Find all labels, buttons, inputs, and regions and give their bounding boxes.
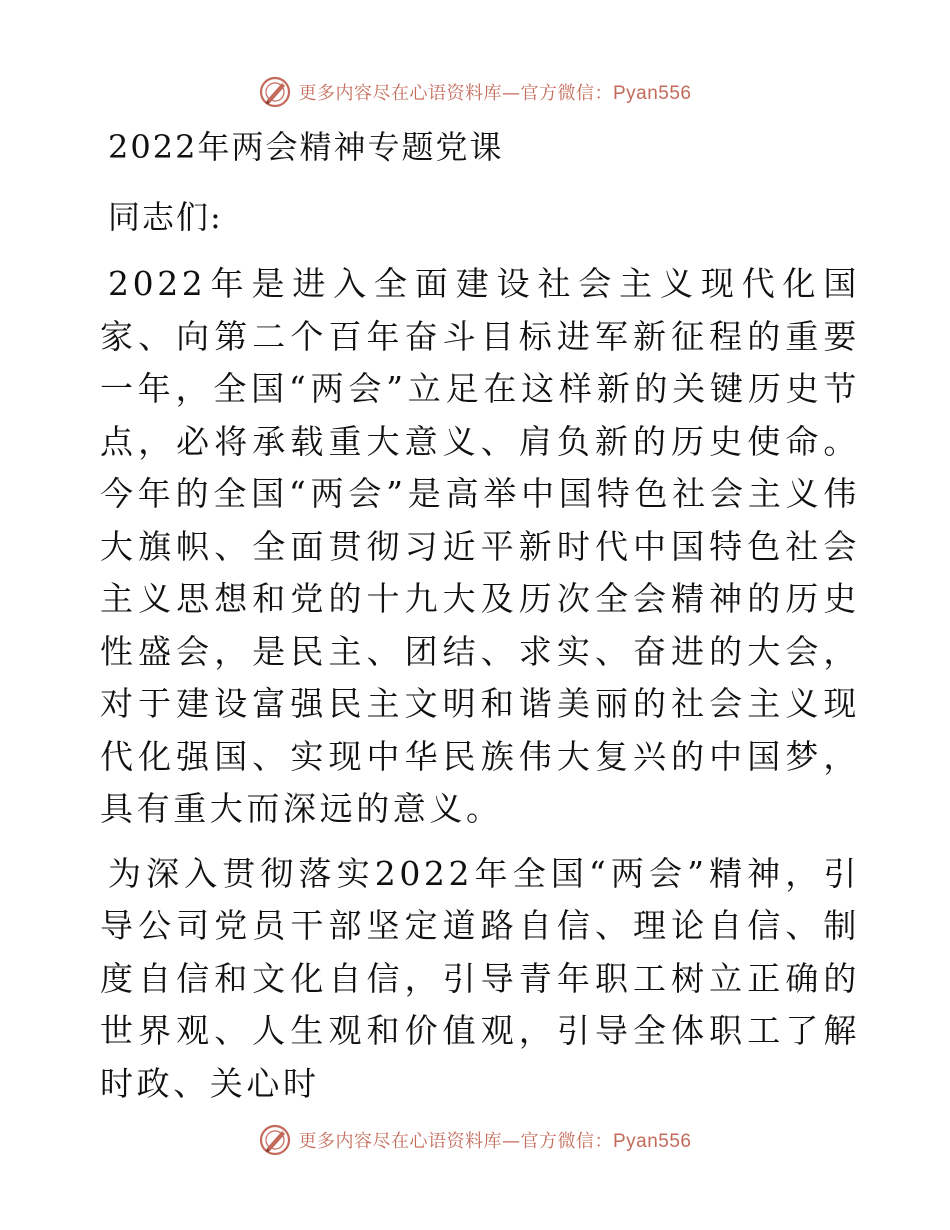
wechat-id: Pyan556 — [612, 83, 692, 104]
watermark-text: 更多内容尽在心语资料库—官方微信：Pyan556 — [298, 1131, 692, 1152]
header-watermark-banner — [0, 72, 950, 112]
paragraph-2: 为深入贯彻落实2022年全国“两会”精神，引导公司党员干部坚定道路自信、理论自信、制度自信和文化自信，引导青年职工树立正确的世界观、人生观和价值观，引导全体职工了解时政、关心时 — [100, 853, 860, 1103]
salutation: 同志们: — [108, 198, 223, 236]
pen-logo-icon — [258, 1123, 292, 1157]
footer-watermark — [258, 1123, 691, 1157]
watermark-text: 更多内容尽在心语资料库—官方微信：Pyan556 — [298, 83, 692, 104]
paragraph-1: 2022年是进入全面建设社会主义现代化国家、向第二个百年奋斗目标进军新征程的重要一年，全国“两会”立足在这样新的关键历史节点，必将承载重大意义、肩负新的历史使命。今年的全国“两会”是高举中国特色社会主义伟大旗帜、全面贯彻习近平新时代中国特色社会主义思想和党的十九大及历次全会精神的历史性盛会，是民主、团结、求实、奋进的大会，对于建设富强民主文明和谐美丽的社会主义现代化强国、实现中华民族伟大复兴的中国梦，具有重大而深远的意义。 — [100, 264, 860, 828]
document-title: 2022年两会精神专题党课 — [108, 128, 504, 166]
pen-logo-icon — [258, 75, 292, 109]
document-body — [100, 122, 860, 1110]
footer-watermark-banner — [0, 1120, 950, 1160]
header-watermark — [258, 75, 691, 109]
wechat-id: Pyan556 — [612, 1131, 692, 1152]
